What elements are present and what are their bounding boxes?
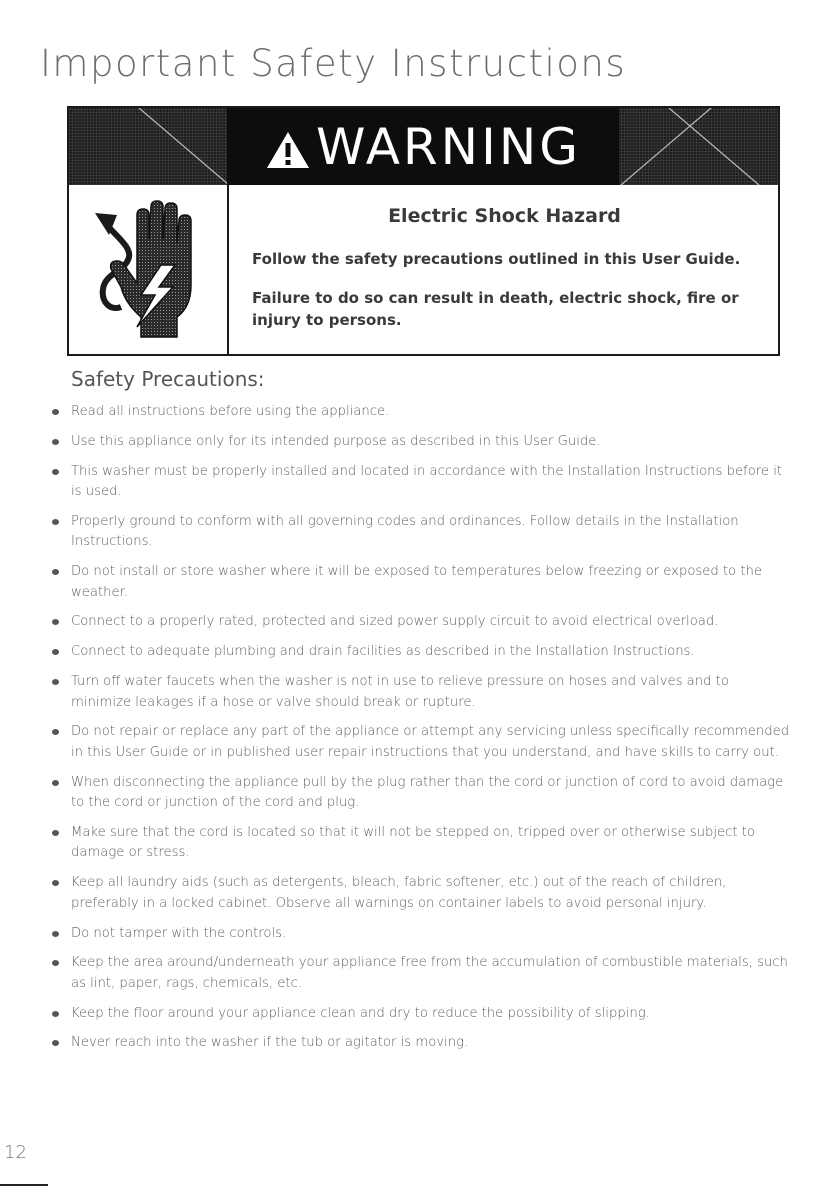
precautions-list [52, 402, 792, 1063]
bullet-icon [52, 780, 59, 786]
list-item: Keep the floor around your appliance clean and dry to reduce the possibility of slipping. [52, 1004, 792, 1025]
bullet-icon [52, 649, 59, 655]
list-item: Connect to a properly rated, protected and sized power supply circuit to avoid electrical overload. [52, 612, 792, 633]
list-item: Connect to adequate plumbing and drain facilities as described in the Installation Instructions. [52, 642, 792, 663]
bullet-icon [52, 409, 59, 415]
list-item: Do not tamper with the controls. [52, 924, 792, 945]
footer-rule [0, 1184, 48, 1186]
bullet-icon [52, 1040, 59, 1046]
list-item: Read all instructions before using the appliance. [52, 402, 792, 423]
list-item: Keep all laundry aids (such as detergents, bleach, fabric softener, etc.) out of the reach of children, preferably in a locked cabinet. Observe all warnings on container labels to avoid personal injury. [52, 873, 792, 914]
list-item: When disconnecting the appliance pull by the plug rather than the cord or junction of cord to avoid damage to the cord or junction of the cord and plug. [52, 773, 792, 814]
list-item: Keep the area around/underneath your appliance free from the accumulation of combustible materials, such as lint, paper, rags, chemicals, etc. [52, 953, 792, 994]
bullet-icon [52, 569, 59, 575]
warning-triangle-icon [266, 123, 310, 181]
hazard-consequence: Failure to do so can result in death, electric shock, fire or injury to persons. [252, 289, 739, 329]
list-item: Do not install or store washer where it will be exposed to temperatures below freezing or exposed to the weather. [52, 562, 792, 603]
bullet-icon [52, 960, 59, 966]
page-number: 12 [4, 1142, 27, 1163]
warning-box [67, 106, 780, 356]
list-item: Make sure that the cord is located so that it will not be stepped on, tripped over or otherwise subject to damage or stress. [52, 823, 792, 864]
bullet-icon [52, 830, 59, 836]
bullet-icon [52, 1011, 59, 1017]
bullet-icon [52, 619, 59, 625]
list-item: This washer must be properly installed and located in accordance with the Installation Instructions before it is used. [52, 462, 792, 503]
section-heading: Safety Precautions: [71, 367, 265, 391]
warning-banner-title [69, 108, 778, 185]
list-item: Never reach into the washer if the tub or agitator is moving. [52, 1033, 792, 1054]
bullet-icon [52, 880, 59, 886]
list-item: Do not repair or replace any part of the appliance or attempt any servicing unless specifically recommended in this User Guide or in published user repair instructions that you understand, and have skills to carry out. [52, 722, 792, 763]
bullet-icon [52, 729, 59, 735]
electric-shock-hand-icon [81, 195, 217, 345]
bullet-icon [52, 931, 59, 937]
hazard-instruction: Follow the safety precautions outlined in this User Guide. [252, 250, 741, 268]
page-title: Important Safety Instructions [40, 42, 627, 85]
list-item: Properly ground to conform with all governing codes and ordinances. Follow details in the Installation Instructions. [52, 512, 792, 553]
warning-banner [69, 108, 778, 185]
bullet-icon [52, 519, 59, 525]
warning-label: WARNING [316, 117, 581, 176]
list-item: Use this appliance only for its intended purpose as described in this User Guide. [52, 432, 792, 453]
list-item: Turn off water faucets when the washer is not in use to relieve pressure on hoses and valves and to minimize leakages if a hose or valve should break or rupture. [52, 672, 792, 713]
bullet-icon [52, 469, 59, 475]
hazard-icon-panel [69, 185, 229, 354]
bullet-icon [52, 679, 59, 685]
bullet-icon [52, 439, 59, 445]
hazard-title: Electric Shock Hazard [388, 205, 621, 227]
